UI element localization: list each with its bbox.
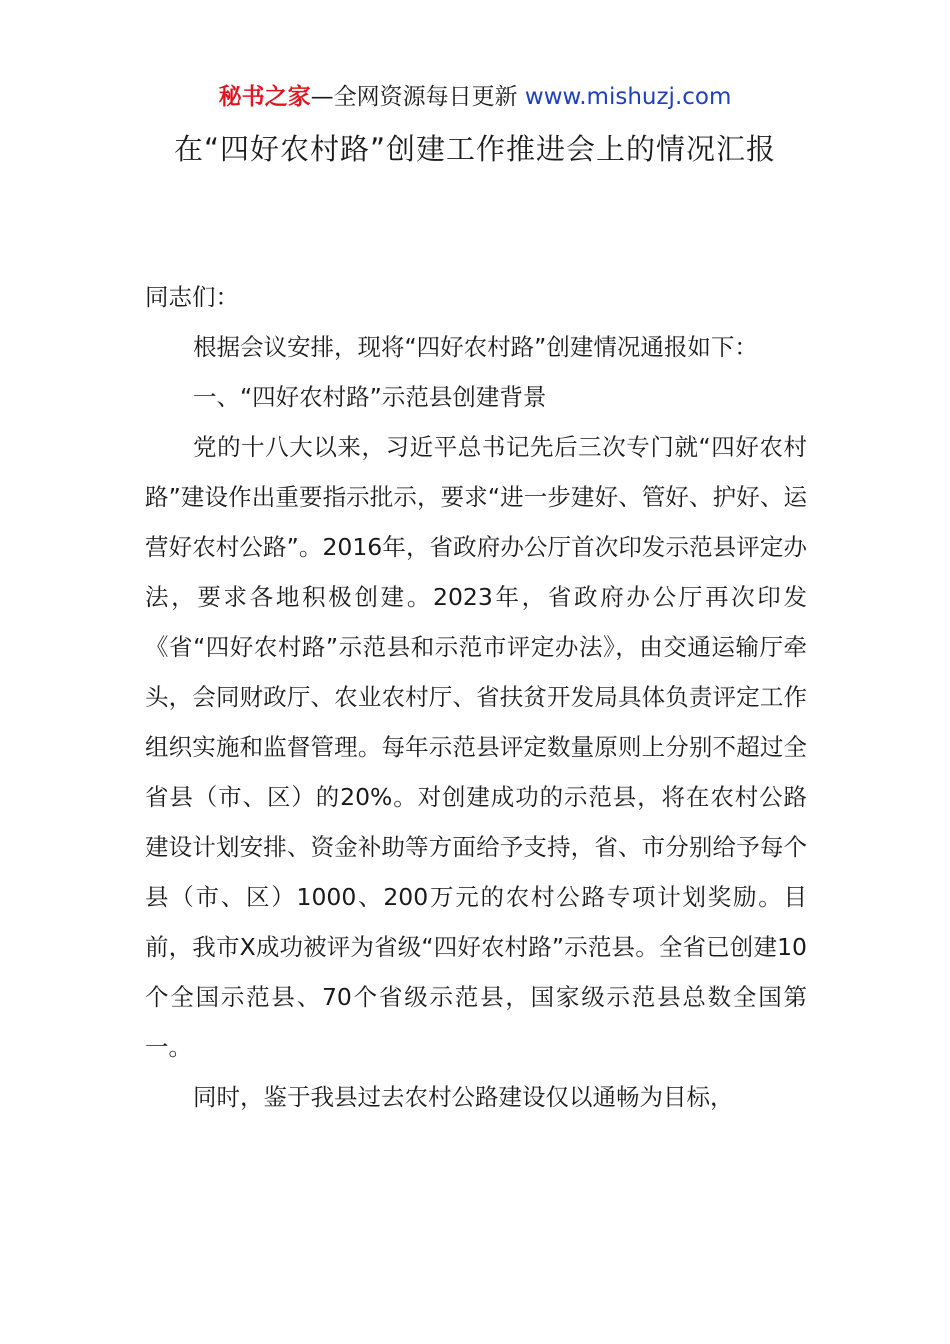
paragraph-background: 党的十八大以来，习近平总书记先后三次专门就“四好农村路”建设作出重要指示批示，要求“进一步建好、管好、护好、运营好农村公路”。2016年，省政府办公厅首次印发示范县评定办法，要求各地积极创建。2023年，省政府办公厅再次印发《省“四好农村路”示范县和示范市评定办法》，由交通运输厅牵头，会同财政厅、农业农村厅、省扶贫开发局具体负责评定工作组织实施和监督管理。每年示范县评定数量原则上分别不超过全省县（市、区）的20%。对创建成功的示范县，将在农村公路建设计划安排、资金补助等方面给予支持，省、市分别给予每个县（市、区）1000、200万元的农村公路专项计划奖励。目前，我市X成功被评为省级“四好农村路”示范县。全省已创建10个全国示范县、70个省级示范县，国家级示范县总数全国第一。 xyxy=(145,433,807,1061)
section-heading-background: 一、“四好农村路”示范县创建背景 xyxy=(193,383,547,411)
document-title: 在“四好农村路”创建工作推进会上的情况汇报 xyxy=(173,132,777,166)
salutation: 同志们： xyxy=(145,283,239,311)
site-url-link[interactable]: www.mishuzj.com xyxy=(524,84,732,110)
document-body xyxy=(145,272,807,1122)
site-brand: 秘书之家 xyxy=(218,84,311,110)
site-tagline: —全网资源每日更新 xyxy=(310,84,525,110)
site-header xyxy=(0,82,950,112)
paragraph-continuation: 同时，鉴于我县过去农村公路建设仅以通畅为目标， xyxy=(193,1083,734,1111)
paragraph-intro: 根据会议安排，现将“四好农村路”创建情况通报如下： xyxy=(193,333,758,361)
